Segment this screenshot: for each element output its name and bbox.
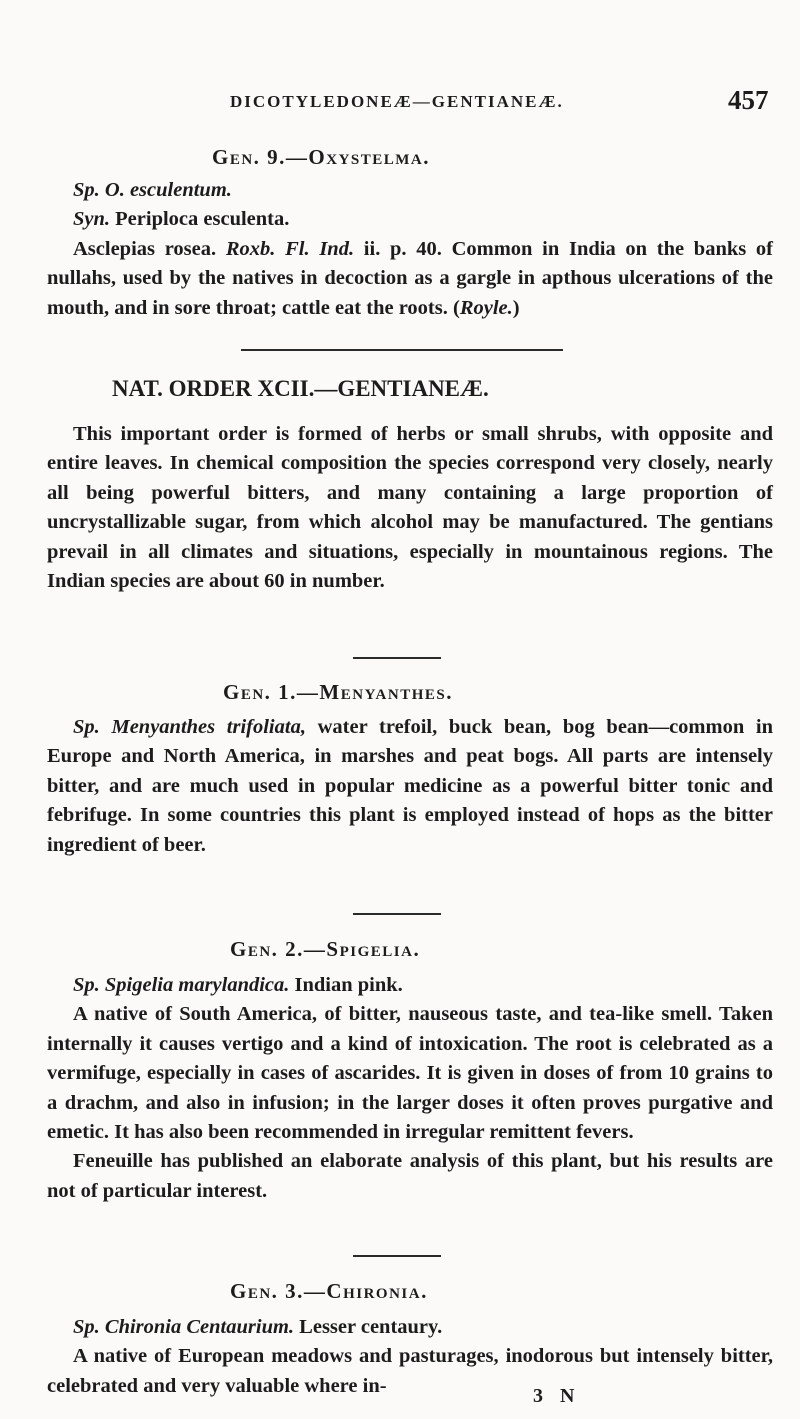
section-spigelia [47,937,773,962]
paragraph: This important order is formed of herbs or small shrubs, with opposite and entire leaves. In chemical composition the species correspond very closely, nearly all being powerful bitters, and many containing a large proportion of uncrystallizable sugar, from which alcohol may be manufactured. The gentians prevail in all climates and situations, especially in mountainous regions. The Indian species are about 60 in number. [47,423,773,593]
paragraph [47,713,773,860]
sp-label: Sp. [73,716,100,738]
genus-heading: Gen. 1.—Menyanthes. [223,680,453,704]
text-run: water trefoil, buck bean, bog bean—common in Europe and North America, in marshes and peat bogs. All parts are intensely bitter, and are much used in popular medicine as a powerful bitter tonic and febrifuge. In some countries this plant is employed instead of hops as the bitter ingredient of beer. [47,716,774,856]
menyanthes-body [47,713,773,860]
species-name: Chironia Centaurium. [104,1316,295,1338]
text-run: ) [512,296,520,319]
running-head: DICOTYLEDONEÆ—GENTIANEÆ. [230,92,564,111]
order-body [47,420,773,596]
common-name: Lesser centaury. [294,1316,443,1338]
text-run: ii. p. 40. Common in India on the banks of nullahs, used by the natives in decoction as a gargle in apthous ulcerations of the mouth, and in sore throat; cattle eat the roots. ( [47,237,774,319]
oxystelma-body [47,176,773,323]
paragraph: Feneuille has published an elaborate analysis of this plant, but his results are not of particular interest. [47,1150,773,1202]
sp-label: Sp. [73,1316,100,1338]
section-divider [353,1255,441,1257]
section-chironia [47,1279,773,1304]
signature-mark: 3 N [533,1385,581,1407]
syn-label: Syn. [73,208,111,231]
genus-heading: Gen. 9.—Oxystelma. [212,145,431,169]
section-divider [353,657,441,659]
genus-heading: Gen. 3.—Chironia. [230,1279,428,1303]
citation: Roxb. Fl. Ind. [225,237,355,260]
paragraph: A native of South America, of bitter, nauseous taste, and tea-like smell. Taken internally it causes vertigo and a kind of intoxication. The root is celebrated as a vermifuge, especially in cases of ascarides. It is given in doses of from 10 grains to a drachm, and also in infusion; in the larger doses it often proves purgative and emetic. It has also been recommended in irregular remittent fevers. [47,1003,773,1144]
section-divider [241,349,563,351]
synonym-text: Periploca esculenta. [115,208,290,231]
paragraph [47,235,773,323]
order-heading: NAT. ORDER XCII.—GENTIANEÆ. [112,376,489,401]
sp-label: Sp. [73,974,100,996]
spigelia-body [47,971,773,1206]
section-menyanthes [47,680,773,705]
section-divider [353,913,441,915]
species-line [47,176,773,205]
genus-heading: Gen. 2.—Spigelia. [230,937,421,961]
species-line [47,1313,773,1342]
chironia-body [47,1313,773,1401]
text-run: Asclepias rosea. [73,237,217,260]
page-number: 457 [728,85,769,115]
species-name: Spigelia marylandica. [104,974,290,996]
citation: Royle. [459,296,513,319]
synonym-line [47,205,773,234]
species-name: Menyanthes trifoliata, [111,716,306,738]
common-name: Indian pink. [289,974,403,996]
section-order [47,376,773,402]
sp-label: Sp. [73,179,100,201]
species-name: O. esculentum. [104,179,232,201]
paragraph: A native of European meadows and pasturages, inodorous but intensely bitter, celebrated and very valuable where in- [47,1345,773,1397]
species-line [47,971,773,1000]
section-oxystelma [47,145,773,170]
